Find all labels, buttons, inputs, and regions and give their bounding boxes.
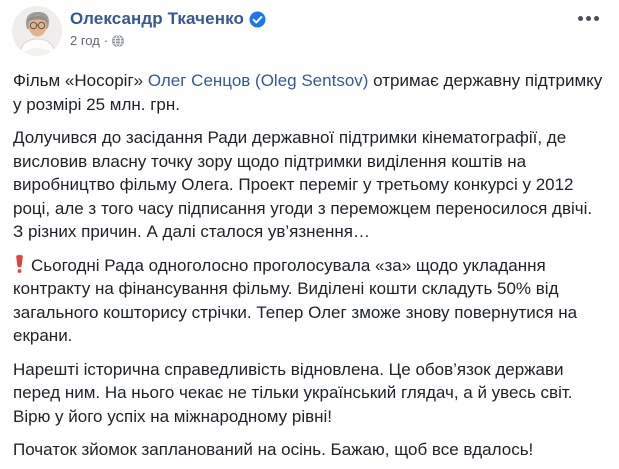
red-exclamation-icon bbox=[15, 255, 24, 273]
ellipsis-dot bbox=[594, 16, 599, 21]
author-name-link[interactable]: Олександр Ткаченко bbox=[70, 9, 244, 28]
post-header bbox=[0, 0, 619, 56]
paragraph-text: Сьогодні Рада одноголосно проголосувала «за» щодо укладання контракту на фінансування фільму. Виділені кошти складуть 50% від загального кошторису стрічки. Тепер Олег зможе знову повернутися на екрани. bbox=[13, 255, 578, 345]
post-meta bbox=[70, 33, 266, 48]
globe-icon bbox=[112, 35, 124, 47]
post-paragraph-2: Долучився до засідання Ради державної підтримки кінематографії, де висловив власну точку зору щодо підтримки виділення коштів на виробництво фільму Олега. Проект переміг у третьому конкурсі у 2012 році, але з того часу підписання угоди з переможцем переносилося двічі. З різних причин. А далі сталося ув’язнення… bbox=[13, 128, 593, 241]
post-paragraph-3 bbox=[13, 254, 605, 348]
avatar-photo bbox=[12, 6, 62, 56]
post-paragraph-1 bbox=[13, 69, 605, 116]
meta-separator: · bbox=[103, 33, 109, 48]
ellipsis-dot bbox=[586, 16, 591, 21]
tagged-person-link[interactable]: Олег Сенцов (Oleg Sentsov) bbox=[147, 71, 369, 90]
paragraph-text: отримає державну підтримку у розмірі 25 млн. грн. bbox=[13, 71, 603, 114]
ellipsis-dot bbox=[578, 16, 583, 21]
author-row bbox=[70, 9, 266, 29]
post-timestamp[interactable]: 2 год bbox=[70, 33, 100, 48]
post-paragraph-4: Нарешті історична справедливість відновлена. Це обов’язок держави перед ним. На нього чекає не тільки український глядач, а й увесь світ. Вірю у його успіх на міжнародному рівні! bbox=[13, 359, 573, 426]
avatar[interactable] bbox=[12, 6, 62, 56]
post-paragraph-5: Початок зйомок запланований на осінь. Бажаю, щоб все вдалось! bbox=[13, 440, 534, 459]
header-info bbox=[70, 6, 266, 48]
paragraph-text: Фільм «Носоріг» bbox=[13, 71, 148, 90]
post-options-button[interactable] bbox=[574, 12, 603, 25]
verified-badge-icon bbox=[249, 11, 266, 28]
post-body bbox=[0, 69, 619, 462]
